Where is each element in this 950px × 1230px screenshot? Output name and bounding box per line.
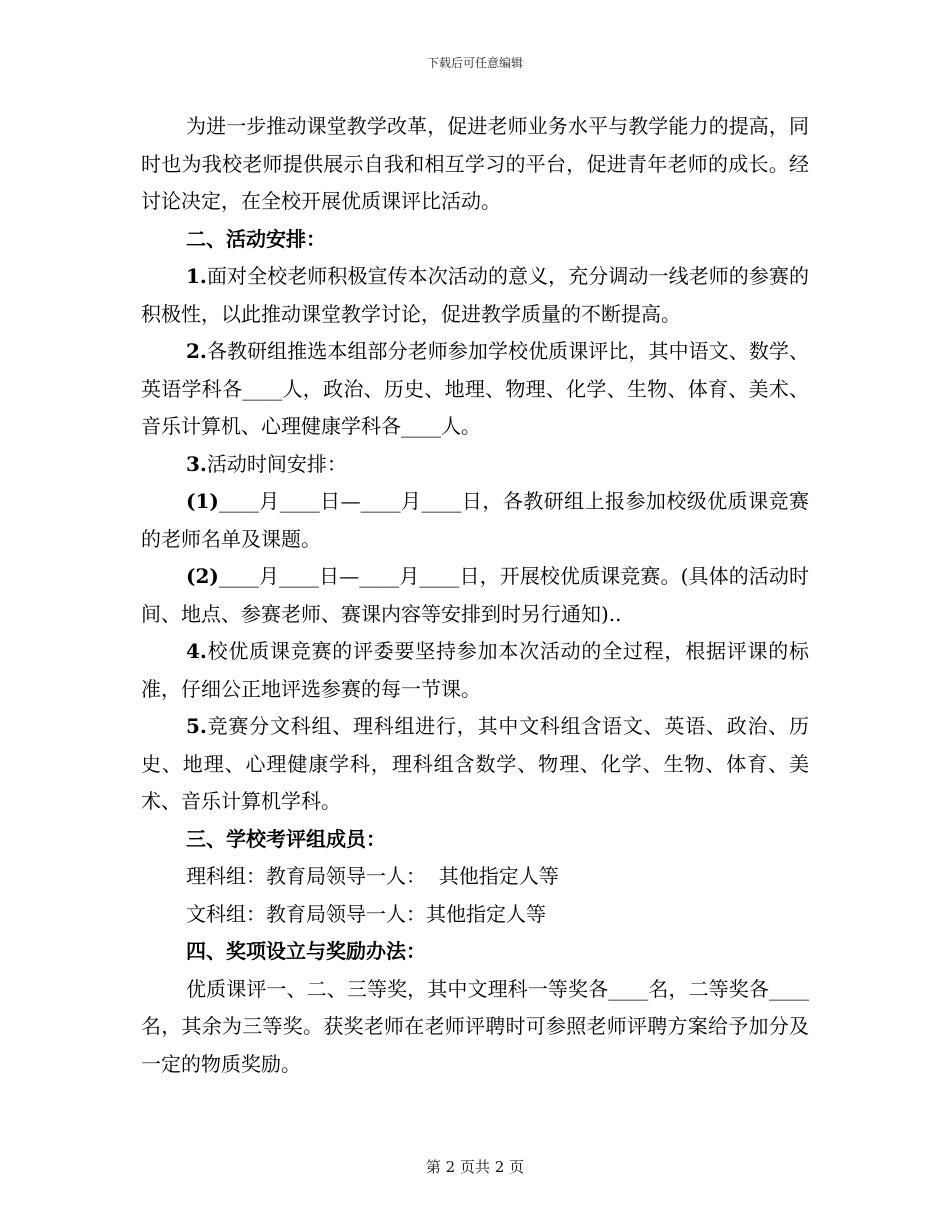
item-text: 各教研组推选本组部分老师参加学校优质课评比，其中语文、数学、英语学科各____人，政治、历史、地理、物理、化学、生物、体育、美术、音乐计算机、心理健康学科各____人。 — [141, 339, 809, 438]
arts-group-line: 文科组：教育局领导一人：其他指定人等 — [186, 901, 546, 926]
item-text: 面对全校老师积极宣传本次活动的意义，充分调动一线老师的参赛的积极性，以此推动课堂教学讨论，促进教学质量的不断提高。 — [141, 264, 809, 326]
intro-paragraph: 为进一步推动课堂教学改革，促进老师业务水平与教学能力的提高，同时也为我校老师提供展示自我和相互学习的平台，促进青年老师的成长。经讨论决定，在全校开展优质课评比活动。 — [141, 114, 809, 213]
section-heading-awards: 四、奖项设立与奖励办法： — [186, 939, 426, 963]
section-heading-arrangement: 二、活动安排： — [186, 226, 326, 251]
arrangement-item-1 — [141, 258, 809, 333]
science-group-line: 理科组：教育局领导一人： 其他指定人等 — [186, 864, 559, 888]
item-number: 4. — [186, 639, 207, 663]
item-text: 活动时间安排： — [206, 451, 347, 476]
schedule-subitem-2 — [141, 558, 809, 633]
arrangement-item-3 — [141, 446, 809, 484]
arrangement-item-2 — [141, 333, 809, 446]
arrangement-item-4 — [141, 633, 809, 708]
subitem-text: ____月____日—____月____日，各教研组上报参加校级优质课竞赛的老师名单及课题。 — [141, 489, 809, 551]
page-header: 下载后可任意编辑 — [426, 56, 523, 70]
item-number: 5. — [186, 714, 207, 738]
item-number: 1. — [186, 264, 207, 288]
item-text: 校优质课竞赛的评委要坚持参加本次活动的全过程，根据评课的标准，仔细公正地评选参赛的每一节课。 — [141, 639, 809, 701]
page-footer: 第 2 页共 2 页 — [425, 1158, 525, 1176]
subitem-number: (2) — [186, 564, 219, 588]
item-text: 竞赛分文科组、理科组进行，其中文科组含语文、英语、政治、历史、地理、心理健康学科，理科组含数学、物理、化学、生物、体育、美术、音乐计算机学科。 — [141, 714, 809, 813]
subitem-number: (1) — [186, 489, 219, 513]
schedule-subitem-1 — [141, 483, 809, 558]
awards-paragraph: 优质课评一、二、三等奖，其中文理科一等奖各____名，二等奖各____名，其余为三等奖。获奖老师在老师评聘时可参照老师评聘方案给予加分及一定的物质奖励。 — [141, 976, 809, 1076]
section-heading-committee: 三、学校考评组成员： — [186, 826, 386, 851]
item-number: 3. — [186, 451, 207, 476]
arrangement-item-5 — [141, 708, 809, 821]
document-body — [141, 108, 809, 1083]
subitem-text: ____月____日—____月____日，开展校优质课竞赛。(具体的活动时间、地点、参赛老师、赛课内容等安排到时另行通知).. — [141, 564, 809, 626]
item-number: 2. — [186, 339, 207, 363]
